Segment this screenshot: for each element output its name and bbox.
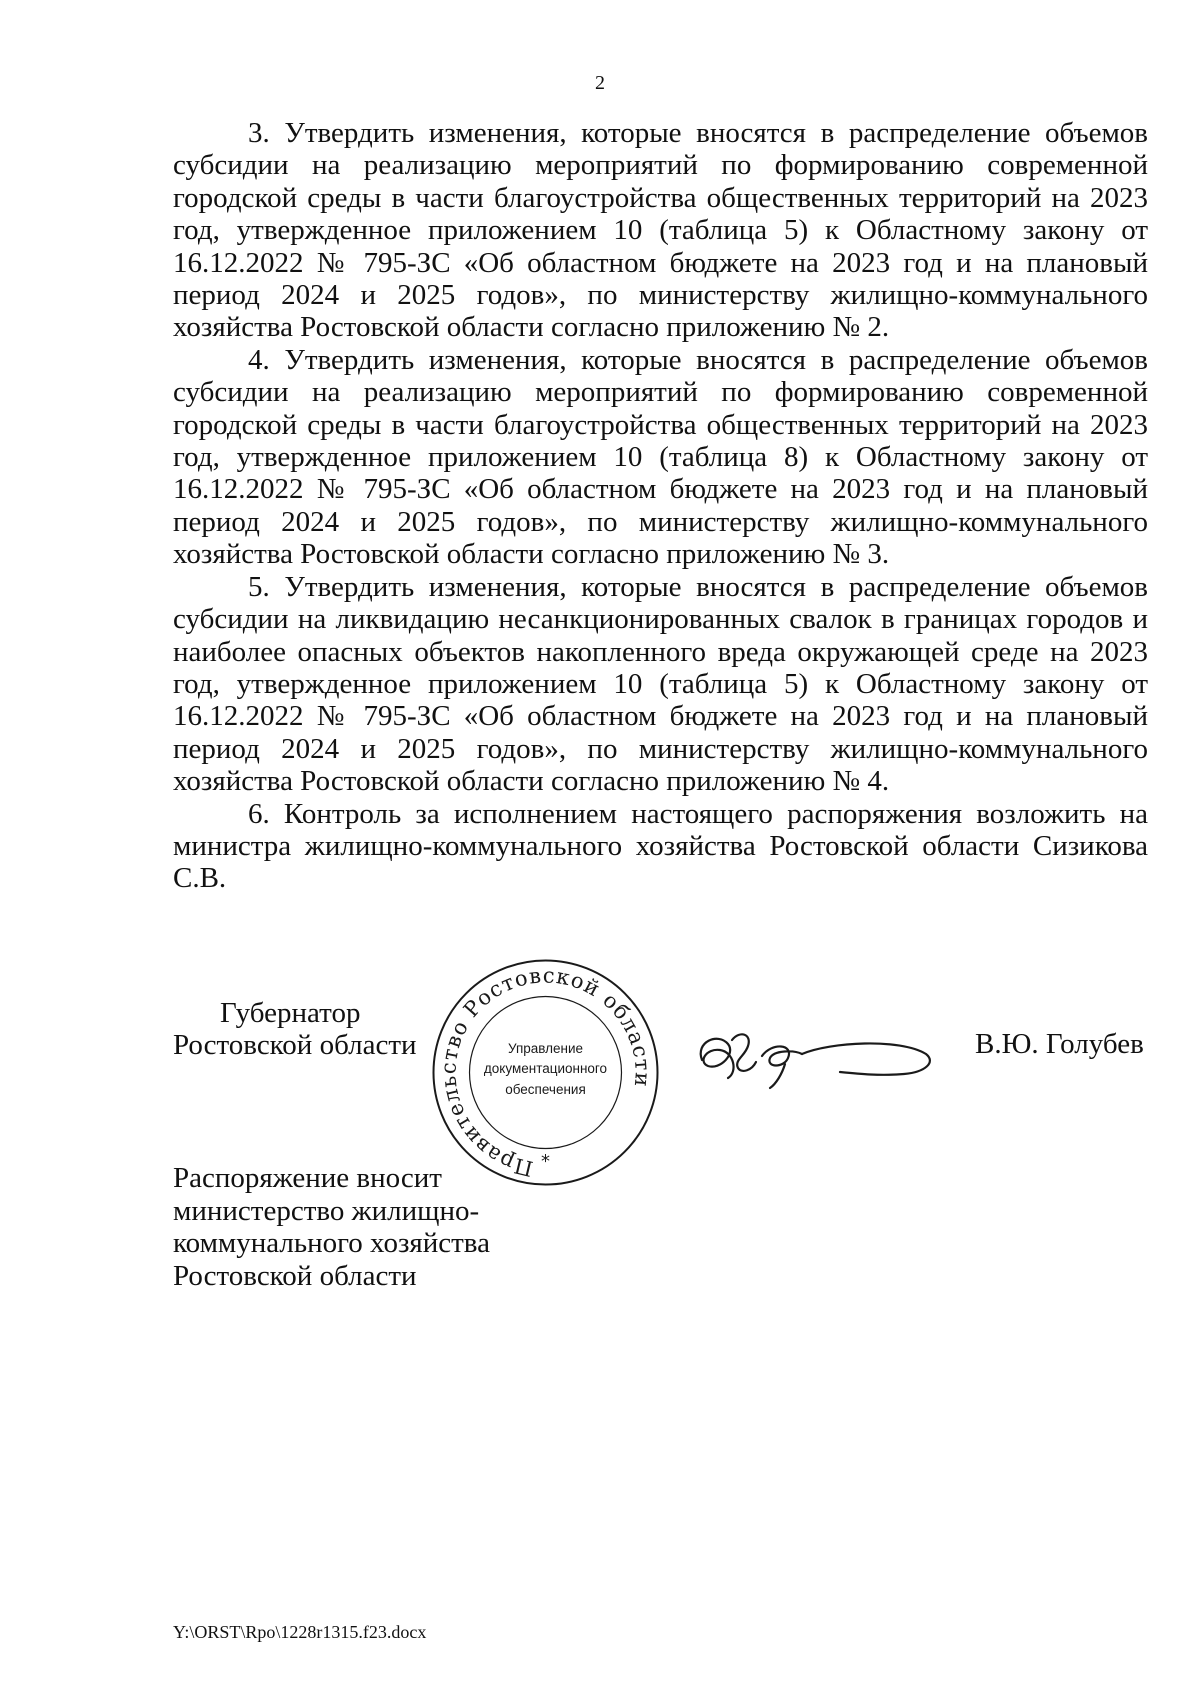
paragraph-5: 5. Утвердить изменения, которые вносятся в распределение объемов субсидии на ликвидацию несанкционированных свалок в границах городов и наиболее опасных объектов накопленного вреда окружающей среде на 2023 год, утвержденное приложением 10 (таблица 5) к Областному закону от 16.12.2022 № 795-ЗС «Об областном бюджете на 2023 год и на плановый период 2024 и 2025 годов», по министерству жилищно-коммунального хозяйства Ростовской области согласно приложению № 4. <box>173 570 1148 798</box>
paragraph-6: 6. Контроль за исполнением настоящего распоряжения возложить на министра жилищно-коммунального хозяйства Ростовской области Сизикова С.В. <box>173 797 1148 895</box>
official-seal <box>428 955 663 1190</box>
submitted-by-line3: коммунального хозяйства <box>173 1227 490 1259</box>
document-body <box>173 117 1148 895</box>
signer-position <box>173 997 433 1061</box>
submitted-by-line1: Распоряжение вносит <box>173 1162 442 1194</box>
page-number: 2 <box>595 72 605 94</box>
seal-star: * <box>541 1151 550 1172</box>
signer-name: В.Ю. Голубев <box>975 1028 1144 1060</box>
file-path-footer: Y:\ORST\Rpo\1228r1315.f23.docx <box>173 1622 427 1642</box>
signer-position-line2: Ростовской области <box>173 1029 417 1061</box>
handwritten-signature <box>690 1012 940 1097</box>
seal-inner-line3: обеспечения <box>505 1082 586 1097</box>
submitted-by-block <box>173 1162 513 1292</box>
paragraph-4: 4. Утвердить изменения, которые вносятся в распределение объемов субсидии на реализацию мероприятий по формированию современной городской среды в части благоустройства общественных территорий на 2023 год, утвержденное приложением 10 (таблица 8) к Областному закону от 16.12.2022 № 795-ЗС «Об областном бюджете на 2023 год и на плановый период 2024 и 2025 годов», по министерству жилищно-коммунального хозяйства Ростовской области согласно приложению № 3. <box>173 343 1148 571</box>
seal-inner-line2: документационного <box>483 1061 608 1076</box>
submitted-by-line4: Ростовской области <box>173 1259 417 1292</box>
paragraph-3: 3. Утвердить изменения, которые вносятся в распределение объемов субсидии на реализацию мероприятий по формированию современной городской среды в части благоустройства общественных территорий на 2023 год, утвержденное приложением 10 (таблица 5) к Областному закону от 16.12.2022 № 795-ЗС «Об областном бюджете на 2023 год и на плановый период 2024 и 2025 годов», по министерству жилищно-коммунального хозяйства Ростовской области согласно приложению № 2. <box>173 117 1148 344</box>
seal-outer-text: Правительство Ростовской области <box>436 963 655 1181</box>
seal-inner-line1: Управление <box>507 1041 584 1056</box>
signer-position-line1: Губернатор <box>220 997 361 1029</box>
submitted-by-line2: министерство жилищно- <box>173 1194 480 1227</box>
